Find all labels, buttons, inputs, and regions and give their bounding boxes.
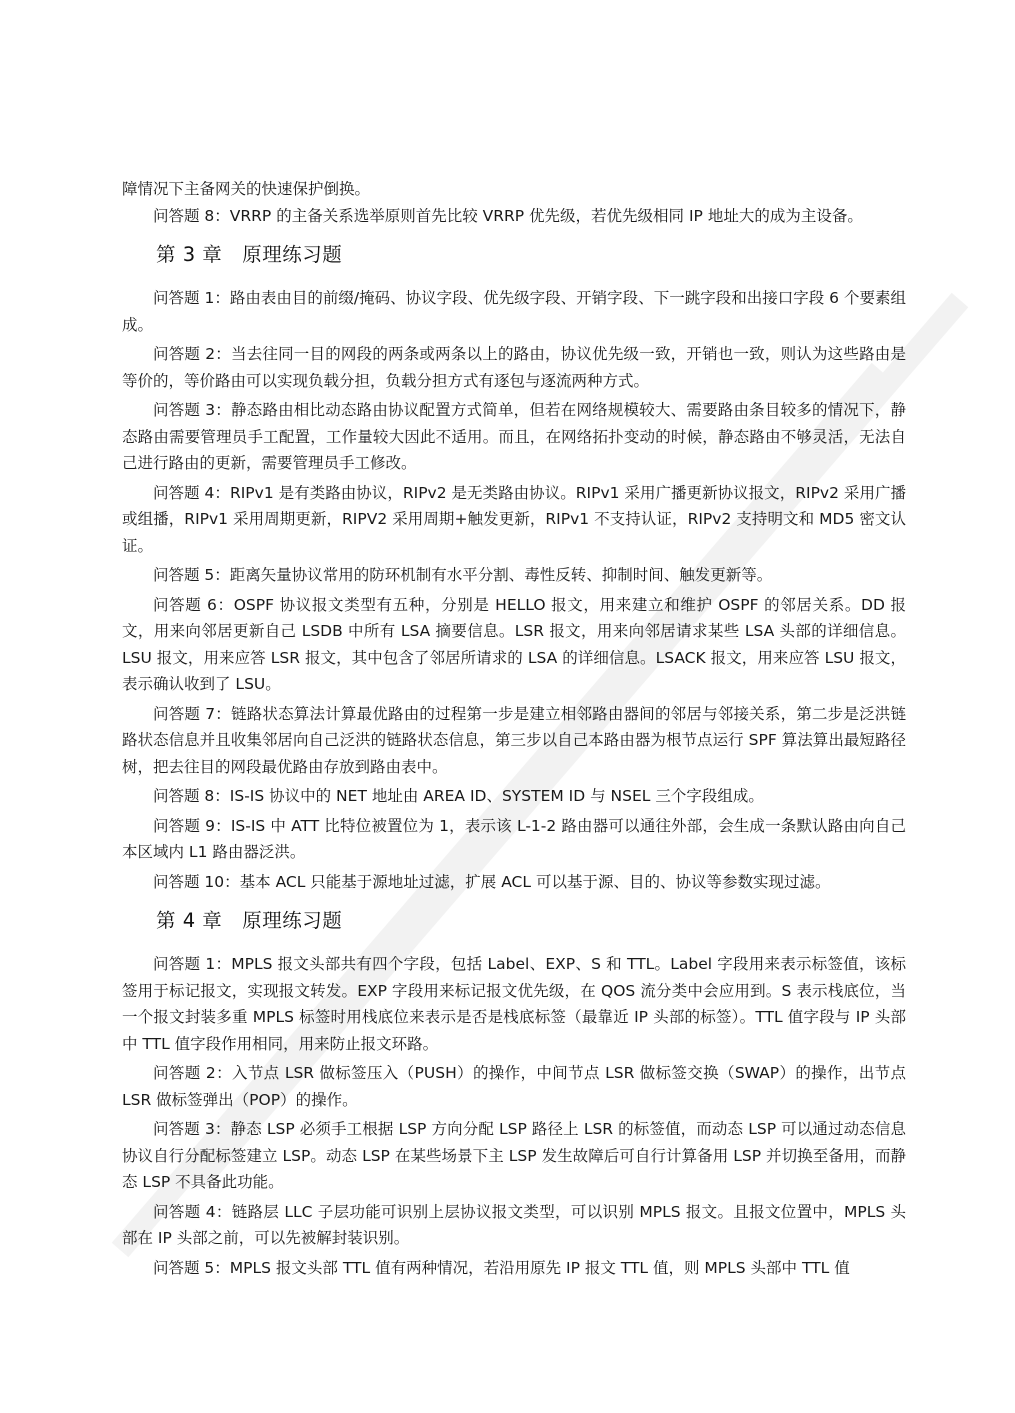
qa-item: 问答题 3：静态 LSP 必须手工根据 LSP 方向分配 LSP 路径上 LSR 的标签值，而动态 LSP 可以通过动态信息协议自行分配标签建立 LSP。动态 LSP 在某些场景下主 LSP 发生故障后可自行计算备用 LSP 并切换至备用，而静态 LSP 不具备此功能。 (122, 1120, 906, 1191)
qa-item: 问答题 7：链路状态算法计算最优路由的过程第一步是建立相邻路由器间的邻居与邻接关系，第二步是泛洪链路状态信息并且收集邻居向自己泛洪的链路状态信息，第三步以自己本路由器为根节点运行 SPF 算法算出最短路径树，把去往目的网段最优路由存放到路由表中。 (122, 704, 906, 776)
chapter-4-heading: 第 4 章 原理练习题 (156, 909, 343, 932)
qa-item: 问答题 9：IS-IS 中 ATT 比特位被置位为 1，表示该 L-1-2 路由器可以通往外部，会生成一条默认路由向自己本区域内 L1 路由器泛洪。 (122, 816, 906, 861)
qa-item: 问答题 4：RIPv1 是有类路由协议，RIPv2 是无类路由协议。RIPv1 采用广播更新协议报文，RIPv2 采用广播或组播，RIPv1 采用周期更新，RIPV2 采用周期+触发更新，RIPv1 不支持认证，RIPv2 支持明文和 MD5 密文认证。 (122, 483, 906, 555)
qa-item: 问答题 1：MPLS 报文头部共有四个字段，包括 Label、EXP、S 和 TTL。Label 字段用来表示标签值，该标签用于标记报文，实现报文转发。EXP 字段用来标记报文优先级，在 QOS 流分类中会应用到。S 表示栈底位，当一个报文封装多重 MPLS 标签时用栈底位来表示是否是栈底标签（最靠近 IP 头部的标签）。TTL 值字段与 IP 头部中 TTL 值字段作用相同，用来防止报文环路。 (122, 955, 906, 1053)
qa-item: 问答题 3：静态路由相比动态路由协议配置方式简单，但若在网络规模较大、需要路由条目较多的情况下，静态路由需要管理员手工配置，工作量较大因此不适用。而且，在网络拓扑变动的时候，静态路由不够灵活，无法自己进行路由的更新，需要管理员手工修改。 (122, 401, 906, 472)
qa-item: 问答题 10：基本 ACL 只能基于源地址过滤，扩展 ACL 可以基于源、目的、协议等参数实现过滤。 (153, 872, 831, 891)
qa-item: 问答题 4：链路层 LLC 子层功能可识别上层协议报文类型，可以识别 MPLS 报文。且报文位置中，MPLS 头部在 IP 头部之前，可以先被解封装识别。 (122, 1202, 906, 1247)
qa-item: 问答题 5：距离矢量协议常用的防环机制有水平分割、毒性反转、抑制时间、触发更新等。 (153, 566, 773, 584)
qa-item: 问答题 1：路由表由目的前缀/掩码、协议字段、优先级字段、开销字段、下一跳字段和出接口字段 6 个要素组成。 (122, 289, 906, 334)
qa-item: 问答题 8：IS-IS 协议中的 NET 地址由 AREA ID、SYSTEM ID 与 NSEL 三个字段组成。 (153, 787, 764, 805)
qa-item: 问答题 8：VRRP 的主备关系选举原则首先比较 VRRP 优先级，若优先级相同 IP 地址大的成为主设备。 (153, 206, 863, 225)
qa-item: 问答题 5：MPLS 报文头部 TTL 值有两种情况，若沿用原先 IP 报文 TTL 值，则 MPLS 头部中 TTL 值 (153, 1258, 850, 1277)
page-content (122, 176, 906, 1284)
qa-item: 问答题 2：入节点 LSR 做标签压入（PUSH）的操作，中间节点 LSR 做标签交换（SWAP）的操作，出节点 LSR 做标签弹出（POP）的操作。 (122, 1064, 906, 1109)
chapter-3-items (122, 285, 906, 895)
qa-item: 问答题 2：当去往同一目的网段的两条或两条以上的路由，协议优先级一致，开销也一致，则认为这些路由是等价的，等价路由可以实现负载分担，负载分担方式有逐包与逐流两种方式。 (122, 345, 906, 390)
continuation-line: 障情况下主备网关的快速保护倒换。 (122, 180, 371, 198)
qa-item: 问答题 6：OSPF 协议报文类型有五种，分别是 HELLO 报文，用来建立和维护 OSPF 的邻居关系。DD 报文，用来向邻居更新自己 LSDB 中所有 LSA 摘要信息。LSR 报文，用来向邻居请求某些 LSA 头部的详细信息。LSU 报文，用来应答 LSR 报文，其中包含了邻居所请求的 LSA 的详细信息。LSACK 报文，用来应答 LSU 报文，表示确认收到了 LSU。 (122, 595, 906, 693)
chapter-3-heading: 第 3 章 原理练习题 (156, 243, 343, 266)
chapter-4-items (122, 951, 906, 1281)
